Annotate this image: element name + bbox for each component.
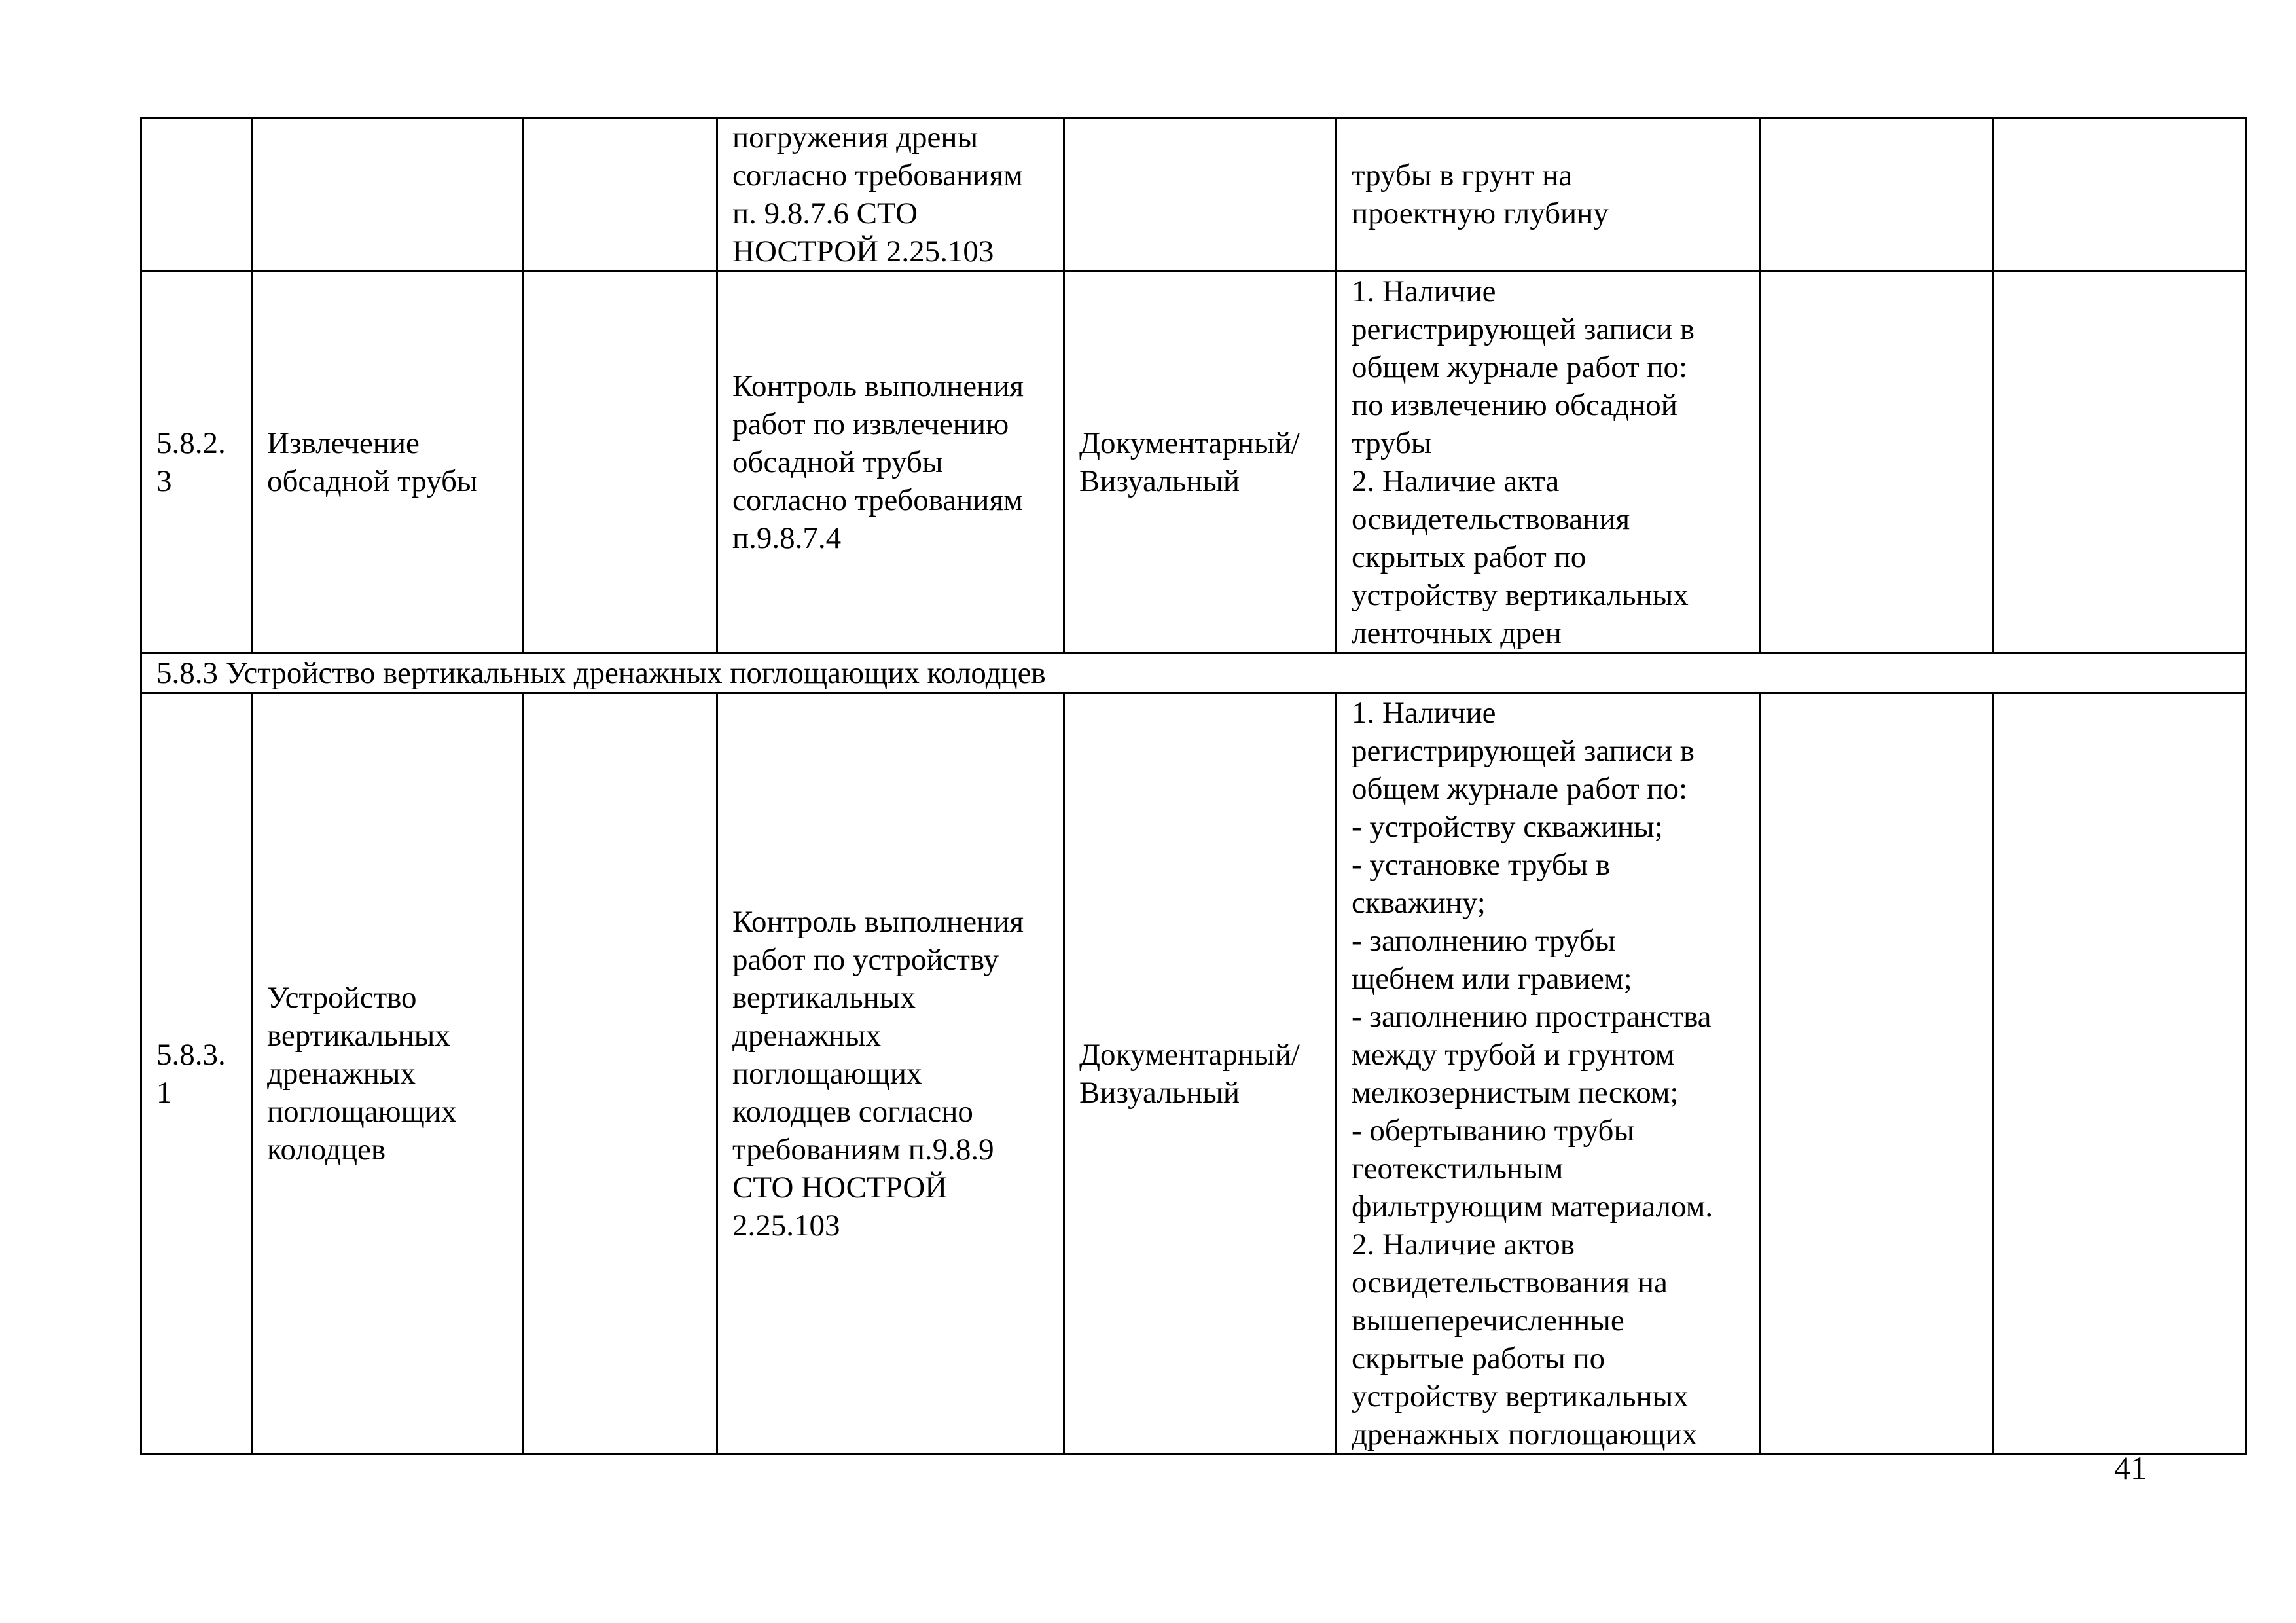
- control-object-text: Контроль выполнения работ по извлечению обсадной трубы согласно требованиям п.9.8.7.4: [732, 369, 1024, 555]
- item-number: 5.8.2. 3: [156, 426, 226, 498]
- cell-empty: [524, 118, 717, 272]
- section-title: 5.8.3 Устройство вертикальных дренажных поглощающих колодцев: [156, 656, 1046, 690]
- cell-requirements: [1336, 118, 1761, 272]
- cell-text: погружения дрены согласно требованиям п. 9.8.7.6 СТО НОСТРОЙ 2.25.103: [732, 120, 1023, 268]
- cell-control-object: [717, 118, 1064, 272]
- cell-empty: [1761, 272, 1993, 653]
- stage-name: Устройство вертикальных дренажных поглощающих колодцев: [267, 981, 457, 1167]
- cell-method: [1064, 272, 1336, 653]
- cell-method: [1064, 693, 1336, 1455]
- table-row: [141, 272, 2246, 653]
- cell-control-object: [717, 272, 1064, 653]
- page-number: 41: [2114, 1450, 2147, 1486]
- cell-number: [141, 693, 252, 1455]
- cell-empty: [524, 272, 717, 653]
- cell-requirements: [1336, 272, 1761, 653]
- cell-stage: [252, 272, 524, 653]
- cell-requirements: [1336, 693, 1761, 1455]
- control-table: [140, 117, 2247, 1455]
- cell-empty: [1993, 693, 2246, 1455]
- cell-number: [141, 272, 252, 653]
- control-method: Документарный/ Визуальный: [1079, 426, 1300, 498]
- cell-stage: [252, 693, 524, 1455]
- item-number: 5.8.3. 1: [156, 1038, 226, 1110]
- cell-empty: [1993, 272, 2246, 653]
- stage-name: Извлечение обсадной трубы: [267, 426, 478, 498]
- cell-empty: [524, 693, 717, 1455]
- cell-control-object: [717, 693, 1064, 1455]
- table-row: [141, 693, 2246, 1455]
- requirements-text: 1. Наличие регистрирующей записи в общем журнале работ по: - устройству скважины; - установке трубы в скважину; - заполнению трубы щебнем или гравием; - заполнению пространства между трубой и грунтом мелкозернистым песком; - обертыванию трубы геотекстильным фильтрующим материалом. 2. Наличие актов освидетельствования на вышеперечисленные скрытые работы по устройству вертикальных дренажных поглощающих: [1352, 696, 1713, 1451]
- table-row: [141, 118, 2246, 272]
- cell-empty: [1993, 118, 2246, 272]
- cell-empty: [1761, 118, 1993, 272]
- requirements-text: 1. Наличие регистрирующей записи в общем журнале работ по: по извлечению обсадной трубы 2. Наличие акта освидетельствования скрытых работ по устройству вертикальных ленточных дрен: [1352, 274, 1695, 650]
- cell-method: [1064, 118, 1336, 272]
- cell-stage: [252, 118, 524, 272]
- control-method: Документарный/ Визуальный: [1079, 1038, 1300, 1110]
- cell-empty: [1761, 693, 1993, 1455]
- section-row: [141, 653, 2246, 693]
- section-heading: [141, 653, 2246, 693]
- cell-number: [141, 118, 252, 272]
- control-object-text: Контроль выполнения работ по устройству вертикальных дренажных поглощающих колодцев согласно требованиям п.9.8.9 СТО НОСТРОЙ 2.25.103: [732, 905, 1024, 1243]
- cell-text: трубы в грунт на проектную глубину: [1352, 158, 1609, 230]
